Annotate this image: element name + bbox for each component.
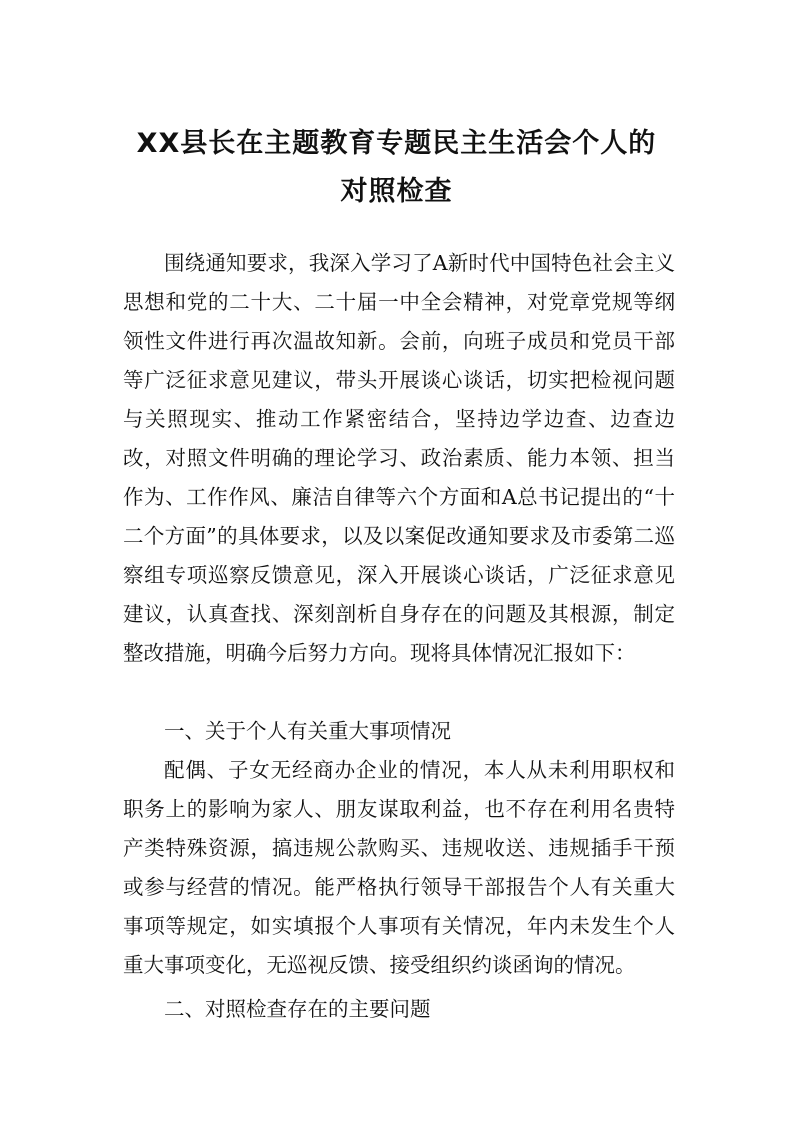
section-heading-1: 一、关于个人有关重大事项情况: [164, 719, 451, 743]
section-heading-2: 二、对照检查存在的主要问题: [164, 997, 431, 1021]
document-title-line-1: XX县长在主题教育专题民主生活会个人的: [136, 128, 657, 159]
document-title-line-2: 对照检查: [340, 176, 453, 207]
intro-paragraph: 围绕通知要求，我深入学习了A新时代中国特色社会主义思想和党的二十大、二十届一中全会精神，对党章党规等纲领性文件进行再次温故知新。会前，向班子成员和党员干部等广泛征求意见建议，带头开展谈心谈话，切实把检视问题与关照现实、推动工作紧密结合，坚持边学边查、边查边改，对照文件明确的理论学习、政治素质、能力本领、担当作为、工作作风、廉洁自律等六个方面和A总书记提出的“十二个方面”的具体要求，以及以案促改通知要求及市委第二巡察组专项巡察反馈意见，深入开展谈心谈话，广泛征求意见建议，认真查找、深刻剖析自身存在的问题及其根源，制定整改措施，明确今后努力方向。现将具体情况汇报如下：: [123, 251, 675, 665]
section-1-paragraph: 配偶、子女无经商办企业的情况，本人从未利用职权和职务上的影响为家人、朋友谋取利益，也不存在利用名贵特产类特殊资源，搞违规公款购买、违规收送、违规插手干预或参与经营的情况。能严格执行领导干部报告个人有关重大事项等规定，如实填报个人事项有关情况，年内未发生个人重大事项变化，无巡视反馈、接受组织约谈函询的情况。: [123, 758, 675, 977]
